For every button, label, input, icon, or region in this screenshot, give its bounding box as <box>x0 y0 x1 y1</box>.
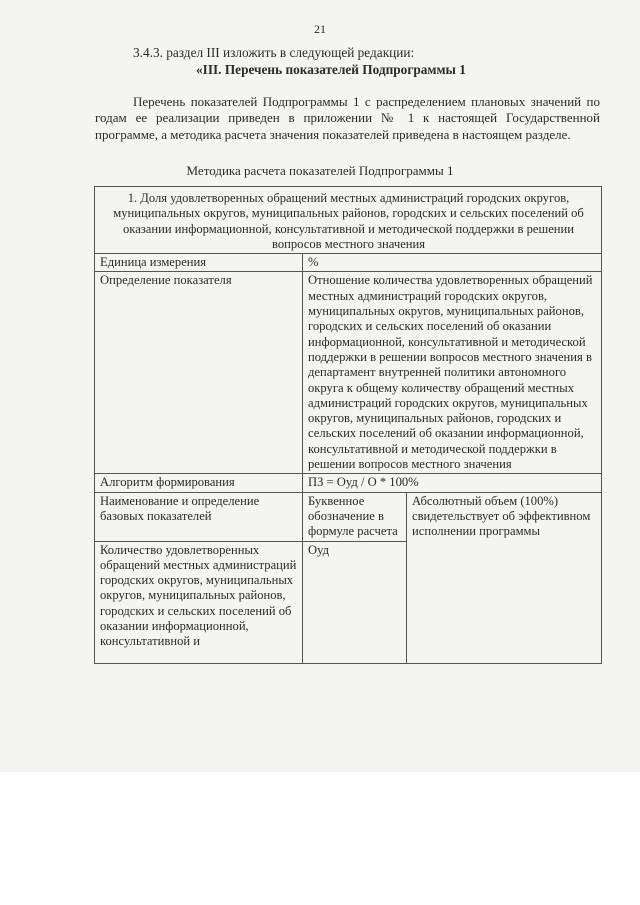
unit-value: % <box>303 254 602 272</box>
algorithm-value: ПЗ = Оуд / О * 100% <box>303 474 602 492</box>
table-row <box>95 474 602 492</box>
unit-label: Единица измерения <box>95 254 303 272</box>
table-row <box>95 187 602 254</box>
section-heading: «III. Перечень показателей Подпрограммы 1 <box>196 62 466 77</box>
definition-label: Определение показателя <box>95 272 303 474</box>
amendment-line: 3.4.3. раздел III изложить в следующей редакции: <box>133 45 415 60</box>
note-cell: Абсолютный объем (100%) свидетельствует об эффективном исполнении программы <box>407 492 602 663</box>
page-number: 21 <box>314 22 326 36</box>
intro-paragraph: Перечень показателей Подпрограммы 1 с распределением плановых значений по годам ее реализации приведен в приложении № 1 к настоящей Государственной программе, а методика расчета значения показателей приведена в настоящем разделе. <box>95 94 600 142</box>
base-indicator-name-text: Количество удовлетворенных обращений местных администраций городских округов, муниципальных округов, муниципальных районов, городских и сельских поселений об оказании информационной, консультативной и <box>100 542 297 649</box>
table-row <box>95 254 602 272</box>
base-indicator-name <box>95 541 303 663</box>
table-row <box>95 492 602 541</box>
indicator-table <box>94 186 602 664</box>
indicator-title: 1. Доля удовлетворенных обращений местных администраций городских округов, муниципальных округов, муниципальных районов, городских и сельских поселений об оказании информационной, консультативной и методической поддержки в решении вопросов местного значения <box>95 187 602 254</box>
letter-notation-label: Буквенное обозначение в формуле расчета <box>303 492 407 541</box>
algorithm-label: Алгоритм формирования <box>95 474 303 492</box>
definition-value: Отношение количества удовлетворенных обращений местных администраций городских округов, муниципальных округов, муниципальных районов, городских и сельских поселений об оказании информационной, консультативной и методической поддержки в решении вопросов местного значения в департамент внутренней политики автономного округа к общему количеству обращений местных администраций городских округов, муниципальных округов, муниципальных районов, городских и сельских поселений об оказании информационной, консультативной и методической поддержки в решении вопросов местного значения <box>303 272 602 474</box>
table-row <box>95 272 602 474</box>
base-indicators-label: Наименование и определение базовых показателей <box>95 492 303 541</box>
method-title: Методика расчета показателей Подпрограммы 1 <box>186 163 454 178</box>
base-indicator-letter: Оуд <box>303 541 407 663</box>
